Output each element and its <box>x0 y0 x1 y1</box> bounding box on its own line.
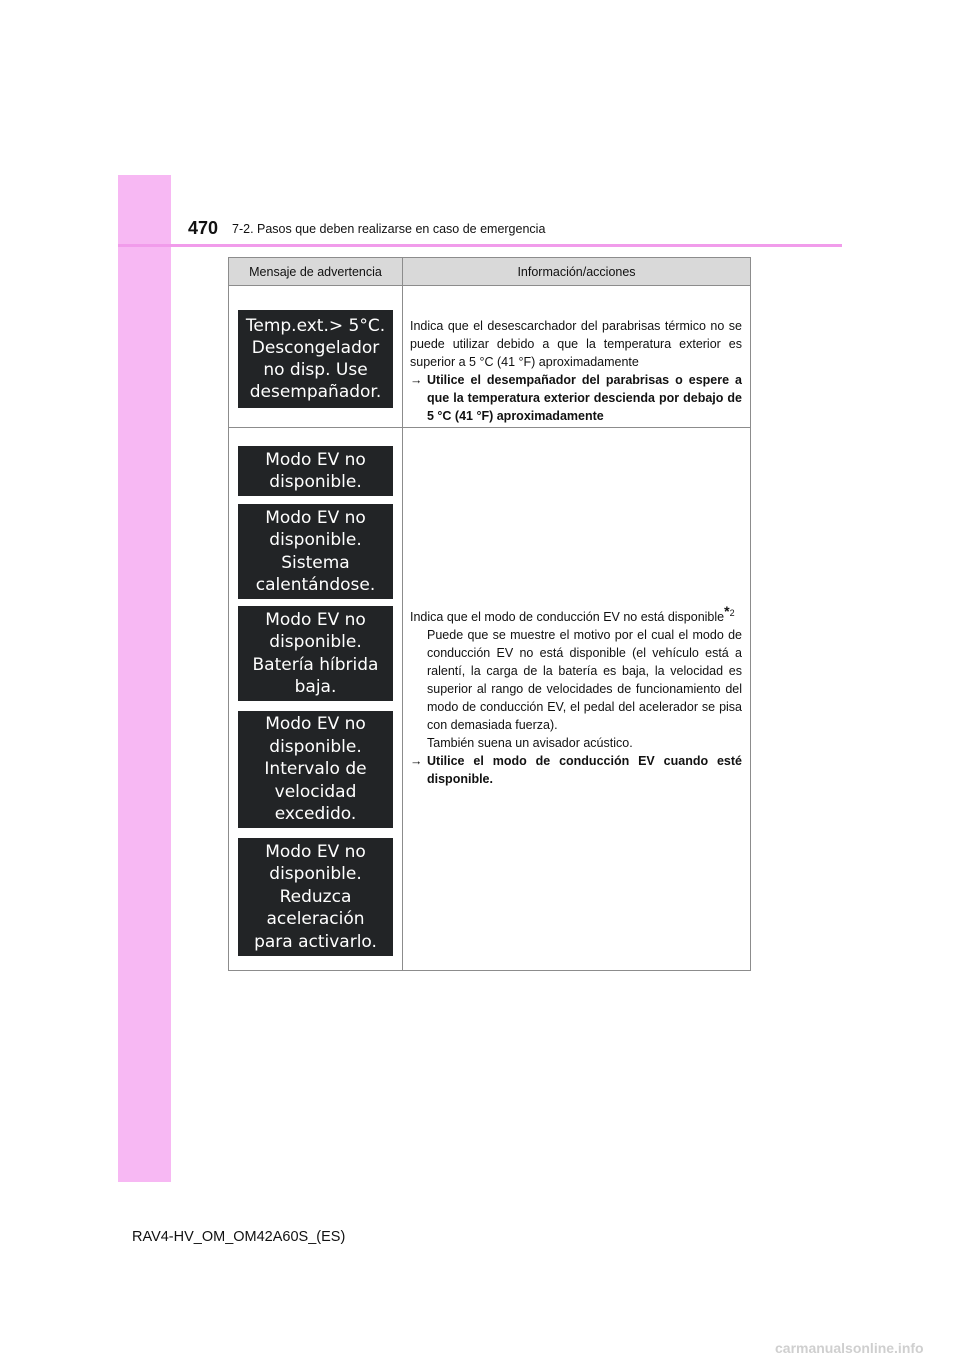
display-message-ev-unavailable <box>238 446 393 496</box>
display-line: Modo EV no <box>265 449 366 470</box>
display-line: disponible. <box>269 632 362 652</box>
info-text <box>410 602 742 626</box>
detail-text: Puede que se muestre el motivo por el cual el modo de conducción EV no está disponible (el vehículo está a ralentí, la carga de la batería es baja, la velocidad es superior al rango de velocidades de funcionamiento del modo de conducción EV, el pedal del acelerador se pisa con demasiada fuerza). <box>427 628 742 732</box>
display-line: Reduzca <box>279 886 352 907</box>
display-line: no disp. Use <box>263 360 368 380</box>
section-title: 7-2. Pasos que deben realizarse en caso de emergencia <box>232 222 546 236</box>
action-line <box>410 371 742 425</box>
display-line: Modo EV no <box>265 714 366 735</box>
action-line <box>410 752 742 788</box>
document-code: RAV4-HV_OM_OM42A60S_(ES) <box>132 1229 346 1245</box>
display-message-temp-defroster <box>238 310 393 408</box>
display-line: Modo EV no <box>265 507 366 528</box>
page-number: 470 <box>188 218 219 238</box>
display-line: Batería híbrida <box>252 654 379 675</box>
display-line: Modo EV no <box>265 609 366 630</box>
header-divider <box>118 244 842 247</box>
message-cell <box>229 286 403 428</box>
display-message-ev-system-warming <box>238 504 393 599</box>
info-cell <box>403 286 751 428</box>
table-row <box>229 428 751 971</box>
display-message-ev-reduce-acceleration <box>238 838 393 956</box>
display-line: aceleración <box>266 909 365 930</box>
display-line: Modo EV no <box>265 841 366 862</box>
warning-message-table <box>228 257 751 971</box>
message-cell <box>229 428 403 971</box>
action-text: Utilice el desempañador del parabrisas o espere a que la temperatura exterior descienda por debajo de 5 °C (41 °F) aproximadamente <box>427 373 742 423</box>
display-line: Sistema <box>281 552 350 573</box>
column-header-message: Mensaje de advertencia <box>229 258 403 286</box>
display-line: disponible. <box>269 472 362 492</box>
table-row <box>229 286 751 428</box>
display-line: Temp.ext.> 5°C. <box>245 316 386 336</box>
display-line: Descongelador <box>251 338 380 358</box>
info-text-main: Indica que el modo de conducción EV no está disponible <box>410 610 725 624</box>
display-line: Intervalo de <box>264 759 367 780</box>
arrow-icon: → <box>410 373 423 387</box>
display-message-ev-battery-low <box>238 606 393 701</box>
display-line: desempañador. <box>249 382 382 402</box>
chapter-sidebar-tab <box>118 175 171 1182</box>
display-line: disponible. <box>269 530 362 550</box>
column-header-info: Información/acciones <box>403 258 751 286</box>
action-text: Utilice el modo de conducción EV cuando esté disponible. <box>427 754 742 786</box>
display-line: velocidad <box>274 781 357 802</box>
display-line: disponible. <box>269 736 362 757</box>
watermark: carmanualsonline.info <box>775 1340 924 1356</box>
display-line: para activarlo. <box>254 931 377 952</box>
display-line: disponible. <box>269 864 362 885</box>
table-header-row <box>229 258 751 286</box>
display-line: calentándose. <box>255 575 376 595</box>
footnote-marker: *2 <box>724 602 735 619</box>
buzzer-text: También suena un avisador acústico. <box>427 736 633 750</box>
display-line: excedido. <box>274 804 357 825</box>
display-line: baja. <box>294 677 337 697</box>
display-message-ev-speed-exceeded <box>238 711 393 828</box>
info-cell <box>403 428 751 971</box>
arrow-icon: → <box>410 754 423 768</box>
info-text: Indica que el desescarchador del parabrisas térmico no se puede utilizar debido a que la temperatura exterior es superior a 5 °C (41 °F) aproximadamente <box>410 319 742 369</box>
